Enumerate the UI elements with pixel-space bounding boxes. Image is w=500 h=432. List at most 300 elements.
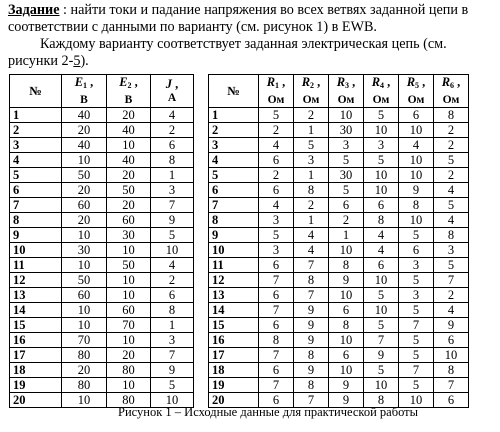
value-cell: 7 bbox=[434, 378, 469, 393]
value-cell: 2 bbox=[151, 273, 194, 288]
value-cell: 2 bbox=[434, 288, 469, 303]
value-cell: 5 bbox=[294, 138, 329, 153]
value-cell: 9 bbox=[399, 183, 434, 198]
value-cell: 30 bbox=[107, 228, 151, 243]
header-unit: Ом bbox=[337, 94, 355, 106]
value-cell: 20 bbox=[62, 363, 107, 378]
value-cell: 3 bbox=[364, 138, 399, 153]
value-cell: 20 bbox=[107, 348, 151, 363]
value-cell: 7 bbox=[151, 348, 194, 363]
value-cell: 6 bbox=[151, 138, 194, 153]
value-cell: 10 bbox=[62, 228, 107, 243]
variant-number-cell: 14 bbox=[10, 303, 62, 318]
value-cell: 10 bbox=[329, 333, 364, 348]
variant-number-cell: 18 bbox=[209, 363, 259, 378]
value-cell: 6 bbox=[259, 318, 294, 333]
header-symbol: J bbox=[165, 77, 172, 91]
value-cell: 3 bbox=[294, 153, 329, 168]
sources-table-row bbox=[10, 153, 194, 168]
header-subscript: 6 bbox=[450, 81, 455, 90]
variant-number-cell: 9 bbox=[209, 228, 259, 243]
resistors-table-row bbox=[209, 288, 469, 303]
variant-number-cell: 17 bbox=[209, 348, 259, 363]
value-cell: 10 bbox=[107, 138, 151, 153]
value-cell: 8 bbox=[259, 333, 294, 348]
variant-number-cell: 2 bbox=[209, 123, 259, 138]
resistors-table-header-r1: R1 , Ом bbox=[259, 75, 294, 108]
resistors-table-row bbox=[209, 363, 469, 378]
value-cell: 5 bbox=[399, 303, 434, 318]
value-cell: 5 bbox=[364, 288, 399, 303]
value-cell: 50 bbox=[107, 183, 151, 198]
header-unit: Ом bbox=[372, 94, 390, 106]
variant-number-cell: 16 bbox=[10, 333, 62, 348]
variant-number-cell: 8 bbox=[209, 213, 259, 228]
value-cell: 8 bbox=[294, 273, 329, 288]
value-cell: 9 bbox=[329, 273, 364, 288]
value-cell: 7 bbox=[364, 333, 399, 348]
value-cell: 5 bbox=[434, 198, 469, 213]
variant-number-cell: 5 bbox=[209, 168, 259, 183]
value-cell: 20 bbox=[107, 198, 151, 213]
value-cell: 5 bbox=[364, 108, 399, 123]
header-symbol: E bbox=[119, 75, 128, 89]
header-symbol: R bbox=[371, 75, 381, 89]
value-cell: 9 bbox=[151, 363, 194, 378]
value-cell: 10 bbox=[364, 183, 399, 198]
resistors-table-row bbox=[209, 228, 469, 243]
value-cell: 5 bbox=[399, 228, 434, 243]
value-cell: 7 bbox=[434, 273, 469, 288]
resistors-table-row bbox=[209, 108, 469, 123]
header-subscript: 1 bbox=[275, 81, 280, 90]
task-line1: : найти токи и падание напряжения во всех ветвях заданной цепи в соответствии с данными по варианту (см. рисунок 1) в EWB. bbox=[8, 2, 469, 35]
resistors-table-row bbox=[209, 183, 469, 198]
value-cell: 2 bbox=[259, 168, 294, 183]
resistors-table-row bbox=[209, 378, 469, 393]
variant-number-cell: 20 bbox=[10, 393, 62, 408]
value-cell: 1 bbox=[294, 168, 329, 183]
resistors-table-header-r3: R3 , Ом bbox=[329, 75, 364, 108]
value-cell: 4 bbox=[434, 303, 469, 318]
value-cell: 7 bbox=[259, 348, 294, 363]
value-cell: 9 bbox=[294, 333, 329, 348]
sources-table-row bbox=[10, 138, 194, 153]
value-cell: 4 bbox=[259, 138, 294, 153]
value-cell: 9 bbox=[329, 393, 364, 408]
value-cell: 7 bbox=[259, 378, 294, 393]
value-cell: 20 bbox=[107, 168, 151, 183]
sources-table-row bbox=[10, 198, 194, 213]
header-subscript: 3 bbox=[345, 81, 350, 90]
value-cell: 70 bbox=[107, 318, 151, 333]
sources-table-row bbox=[10, 108, 194, 123]
value-cell: 10 bbox=[364, 273, 399, 288]
variant-number-cell: 6 bbox=[10, 183, 62, 198]
resistors-table-row bbox=[209, 243, 469, 258]
value-cell: 10 bbox=[107, 378, 151, 393]
value-cell: 50 bbox=[107, 258, 151, 273]
value-cell: 10 bbox=[399, 153, 434, 168]
value-cell: 2 bbox=[329, 213, 364, 228]
value-cell: 4 bbox=[364, 228, 399, 243]
value-cell: 6 bbox=[259, 153, 294, 168]
value-cell: 5 bbox=[399, 333, 434, 348]
task-paragraph-1 bbox=[8, 2, 496, 36]
value-cell: 4 bbox=[294, 228, 329, 243]
value-cell: 8 bbox=[294, 348, 329, 363]
value-cell: 3 bbox=[399, 258, 434, 273]
value-cell: 7 bbox=[294, 288, 329, 303]
variant-number-cell: 9 bbox=[10, 228, 62, 243]
task-figure-ref: 5 bbox=[73, 53, 81, 69]
resistors-table-header-number: № bbox=[209, 75, 259, 108]
value-cell: 6 bbox=[259, 258, 294, 273]
resistors-table-row bbox=[209, 138, 469, 153]
value-cell: 10 bbox=[364, 168, 399, 183]
value-cell: 8 bbox=[364, 213, 399, 228]
value-cell: 5 bbox=[364, 153, 399, 168]
value-cell: 1 bbox=[151, 318, 194, 333]
value-cell: 10 bbox=[151, 243, 194, 258]
value-cell: 6 bbox=[329, 198, 364, 213]
sources-table-row bbox=[10, 318, 194, 333]
value-cell: 4 bbox=[399, 138, 434, 153]
value-cell: 8 bbox=[434, 363, 469, 378]
value-cell: 7 bbox=[399, 318, 434, 333]
value-cell: 7 bbox=[259, 273, 294, 288]
value-cell: 5 bbox=[151, 378, 194, 393]
variant-number-cell: 20 bbox=[209, 393, 259, 408]
value-cell: 10 bbox=[434, 348, 469, 363]
value-cell: 6 bbox=[259, 393, 294, 408]
sources-table-header-number: № bbox=[10, 75, 62, 108]
value-cell: 60 bbox=[107, 213, 151, 228]
value-cell: 40 bbox=[107, 123, 151, 138]
value-cell: 8 bbox=[329, 318, 364, 333]
value-cell: 10 bbox=[329, 288, 364, 303]
sources-table-row bbox=[10, 363, 194, 378]
value-cell: 5 bbox=[434, 258, 469, 273]
value-cell: 3 bbox=[434, 243, 469, 258]
value-cell: 4 bbox=[151, 108, 194, 123]
value-cell: 9 bbox=[294, 318, 329, 333]
value-cell: 1 bbox=[151, 168, 194, 183]
resistors-table-row bbox=[209, 213, 469, 228]
value-cell: 9 bbox=[294, 363, 329, 378]
sources-table-row bbox=[10, 168, 194, 183]
value-cell: 10 bbox=[62, 258, 107, 273]
value-cell: 5 bbox=[434, 153, 469, 168]
value-cell: 10 bbox=[364, 303, 399, 318]
variant-number-cell: 19 bbox=[209, 378, 259, 393]
resistors-table-row bbox=[209, 348, 469, 363]
sources-table-row bbox=[10, 378, 194, 393]
value-cell: 30 bbox=[62, 243, 107, 258]
value-cell: 10 bbox=[364, 378, 399, 393]
value-cell: 10 bbox=[399, 393, 434, 408]
value-cell: 3 bbox=[259, 243, 294, 258]
value-cell: 6 bbox=[329, 348, 364, 363]
value-cell: 1 bbox=[294, 123, 329, 138]
variant-number-cell: 8 bbox=[10, 213, 62, 228]
resistors-table-header-r5: R5 , Ом bbox=[399, 75, 434, 108]
value-cell: 10 bbox=[107, 288, 151, 303]
value-cell: 40 bbox=[62, 138, 107, 153]
resistors-table-row bbox=[209, 303, 469, 318]
value-cell: 6 bbox=[259, 288, 294, 303]
sources-table-row bbox=[10, 123, 194, 138]
value-cell: 6 bbox=[434, 393, 469, 408]
variant-number-cell: 10 bbox=[209, 243, 259, 258]
task-paragraph-2 bbox=[8, 36, 496, 70]
header-symbol: R bbox=[441, 75, 451, 89]
value-cell: 10 bbox=[329, 243, 364, 258]
value-cell: 5 bbox=[329, 153, 364, 168]
sources-table-row bbox=[10, 348, 194, 363]
sources-table-row bbox=[10, 333, 194, 348]
value-cell: 6 bbox=[434, 333, 469, 348]
header-unit: В bbox=[124, 94, 133, 106]
sources-table-row bbox=[10, 273, 194, 288]
variant-number-cell: 5 bbox=[10, 168, 62, 183]
value-cell: 7 bbox=[151, 198, 194, 213]
sources-table-row bbox=[10, 213, 194, 228]
value-cell: 10 bbox=[62, 153, 107, 168]
value-cell: 2 bbox=[151, 123, 194, 138]
value-cell: 40 bbox=[107, 153, 151, 168]
value-cell: 10 bbox=[107, 273, 151, 288]
value-cell: 1 bbox=[294, 213, 329, 228]
variant-number-cell: 2 bbox=[10, 123, 62, 138]
header-symbol: R bbox=[336, 75, 346, 89]
header-symbol: E bbox=[74, 75, 84, 89]
value-cell: 6 bbox=[399, 108, 434, 123]
variant-number-cell: 13 bbox=[10, 288, 62, 303]
value-cell: 3 bbox=[259, 213, 294, 228]
header-unit: Ом bbox=[442, 94, 460, 106]
variant-number-cell: 16 bbox=[209, 333, 259, 348]
value-cell: 5 bbox=[259, 228, 294, 243]
header-symbol: R bbox=[266, 75, 276, 89]
header-symbol: R bbox=[406, 75, 416, 89]
value-cell: 6 bbox=[399, 243, 434, 258]
value-cell: 1 bbox=[329, 228, 364, 243]
resistors-table-header bbox=[209, 75, 469, 108]
header-unit: Ом bbox=[267, 94, 285, 106]
header-unit: Ом bbox=[302, 94, 320, 106]
resistors-table-header-r6: R6 , Ом bbox=[434, 75, 469, 108]
value-cell: 9 bbox=[294, 303, 329, 318]
resistors-table-row bbox=[209, 198, 469, 213]
value-cell: 5 bbox=[364, 363, 399, 378]
value-cell: 5 bbox=[399, 378, 434, 393]
sources-table bbox=[9, 74, 194, 408]
sources-table-row bbox=[10, 228, 194, 243]
value-cell: 9 bbox=[329, 378, 364, 393]
variant-number-cell: 4 bbox=[10, 153, 62, 168]
value-cell: 6 bbox=[364, 258, 399, 273]
value-cell: 10 bbox=[107, 333, 151, 348]
value-cell: 7 bbox=[259, 303, 294, 318]
sources-table-row bbox=[10, 288, 194, 303]
variant-number-cell: 15 bbox=[209, 318, 259, 333]
variant-number-cell: 4 bbox=[209, 153, 259, 168]
sources-table-header-e1: E1 , В bbox=[62, 75, 107, 108]
task-line2-end: ). bbox=[80, 53, 89, 69]
value-cell: 3 bbox=[151, 333, 194, 348]
resistors-table-row bbox=[209, 153, 469, 168]
header-subscript: 4 bbox=[380, 81, 385, 90]
value-cell: 4 bbox=[364, 243, 399, 258]
value-cell: 10 bbox=[151, 393, 194, 408]
value-cell: 2 bbox=[434, 168, 469, 183]
resistors-table-row bbox=[209, 258, 469, 273]
value-cell: 9 bbox=[151, 213, 194, 228]
value-cell: 80 bbox=[107, 363, 151, 378]
sources-table-row bbox=[10, 243, 194, 258]
sources-table-header-j: J , А bbox=[151, 75, 194, 108]
value-cell: 9 bbox=[364, 348, 399, 363]
value-cell: 10 bbox=[399, 123, 434, 138]
variant-number-cell: 12 bbox=[209, 273, 259, 288]
value-cell: 10 bbox=[107, 243, 151, 258]
value-cell: 6 bbox=[259, 363, 294, 378]
variant-number-cell: 15 bbox=[10, 318, 62, 333]
value-cell: 8 bbox=[364, 393, 399, 408]
value-cell: 4 bbox=[294, 243, 329, 258]
sources-table-row bbox=[10, 258, 194, 273]
value-cell: 10 bbox=[399, 168, 434, 183]
value-cell: 5 bbox=[399, 273, 434, 288]
task-text bbox=[8, 2, 496, 70]
value-cell: 10 bbox=[364, 123, 399, 138]
value-cell: 4 bbox=[434, 213, 469, 228]
value-cell: 70 bbox=[62, 333, 107, 348]
figure-caption: Рисунок 1 – Исходные данные для практической работы bbox=[118, 405, 419, 419]
sources-table-header bbox=[10, 75, 194, 108]
value-cell: 8 bbox=[294, 183, 329, 198]
resistors-table-row bbox=[209, 318, 469, 333]
header-subscript: 2 bbox=[127, 81, 132, 90]
value-cell: 6 bbox=[259, 183, 294, 198]
value-cell: 2 bbox=[434, 123, 469, 138]
variant-number-cell: 11 bbox=[10, 258, 62, 273]
value-cell: 8 bbox=[434, 228, 469, 243]
value-cell: 3 bbox=[399, 288, 434, 303]
value-cell: 50 bbox=[62, 273, 107, 288]
value-cell: 4 bbox=[434, 183, 469, 198]
value-cell: 20 bbox=[62, 183, 107, 198]
value-cell: 20 bbox=[107, 108, 151, 123]
value-cell: 2 bbox=[259, 123, 294, 138]
value-cell: 8 bbox=[151, 153, 194, 168]
value-cell: 5 bbox=[259, 108, 294, 123]
value-cell: 6 bbox=[329, 303, 364, 318]
value-cell: 8 bbox=[434, 108, 469, 123]
variant-number-cell: 1 bbox=[209, 108, 259, 123]
value-cell: 6 bbox=[364, 198, 399, 213]
value-cell: 4 bbox=[259, 198, 294, 213]
value-cell: 10 bbox=[62, 303, 107, 318]
variant-number-cell: 1 bbox=[10, 108, 62, 123]
variant-number-cell: 7 bbox=[209, 198, 259, 213]
value-cell: 2 bbox=[434, 138, 469, 153]
sources-table-row bbox=[10, 183, 194, 198]
value-cell: 20 bbox=[62, 123, 107, 138]
task-keyword: Задание bbox=[8, 2, 60, 18]
header-unit: Ом bbox=[407, 94, 425, 106]
value-cell: 30 bbox=[329, 168, 364, 183]
variant-number-cell: 12 bbox=[10, 273, 62, 288]
value-cell: 5 bbox=[151, 228, 194, 243]
resistors-table bbox=[208, 74, 469, 408]
value-cell: 40 bbox=[62, 108, 107, 123]
sources-table-header-e2: E2 , В bbox=[107, 75, 151, 108]
value-cell: 80 bbox=[62, 348, 107, 363]
variant-number-cell: 14 bbox=[209, 303, 259, 318]
value-cell: 7 bbox=[294, 258, 329, 273]
value-cell: 7 bbox=[294, 393, 329, 408]
value-cell: 4 bbox=[151, 258, 194, 273]
value-cell: 20 bbox=[62, 213, 107, 228]
value-cell: 60 bbox=[62, 198, 107, 213]
variant-number-cell: 3 bbox=[10, 138, 62, 153]
value-cell: 50 bbox=[62, 168, 107, 183]
value-cell: 5 bbox=[329, 183, 364, 198]
header-unit: В bbox=[80, 94, 88, 106]
resistors-table-row bbox=[209, 168, 469, 183]
value-cell: 8 bbox=[151, 303, 194, 318]
variant-number-cell: 19 bbox=[10, 378, 62, 393]
value-cell: 2 bbox=[294, 108, 329, 123]
header-subscript: 1 bbox=[83, 81, 88, 90]
value-cell: 8 bbox=[294, 378, 329, 393]
variant-number-cell: 6 bbox=[209, 183, 259, 198]
value-cell: 2 bbox=[294, 198, 329, 213]
value-cell: 80 bbox=[107, 393, 151, 408]
resistors-table-row bbox=[209, 123, 469, 138]
resistors-table-row bbox=[209, 333, 469, 348]
header-subscript: 2 bbox=[310, 81, 315, 90]
value-cell: 7 bbox=[399, 363, 434, 378]
variant-number-cell: 17 bbox=[10, 348, 62, 363]
value-cell: 60 bbox=[107, 303, 151, 318]
variant-number-cell: 3 bbox=[209, 138, 259, 153]
value-cell: 10 bbox=[62, 318, 107, 333]
value-cell: 10 bbox=[62, 393, 107, 408]
sources-table-row bbox=[10, 303, 194, 318]
resistors-table-row bbox=[209, 273, 469, 288]
value-cell: 8 bbox=[329, 258, 364, 273]
resistors-table-header-r4: R4 , Ом bbox=[364, 75, 399, 108]
value-cell: 6 bbox=[151, 288, 194, 303]
variant-number-cell: 18 bbox=[10, 363, 62, 378]
value-cell: 5 bbox=[364, 318, 399, 333]
value-cell: 10 bbox=[399, 213, 434, 228]
header-unit: А bbox=[167, 92, 177, 104]
value-cell: 3 bbox=[329, 138, 364, 153]
value-cell: 9 bbox=[434, 318, 469, 333]
task-line2: Каждому варианту соответствует заданная электрическая цепь (см. рисунки 2- bbox=[8, 36, 447, 69]
variant-number-cell: 7 bbox=[10, 198, 62, 213]
variant-number-cell: 13 bbox=[209, 288, 259, 303]
variant-number-cell: 11 bbox=[209, 258, 259, 273]
value-cell: 3 bbox=[151, 183, 194, 198]
value-cell: 5 bbox=[399, 348, 434, 363]
value-cell: 10 bbox=[329, 363, 364, 378]
resistors-table-header-r2: R2 , Ом bbox=[294, 75, 329, 108]
